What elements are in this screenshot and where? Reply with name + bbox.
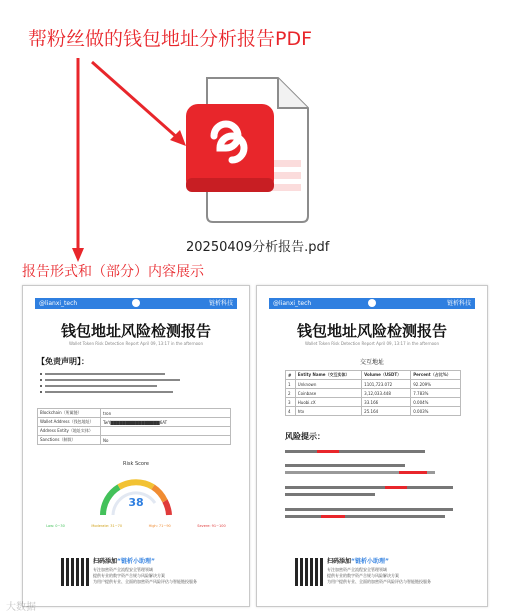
gauge-legend: Low: 0~30 Moderate: 31~70 High: 71~90 Severe: 91~100 xyxy=(46,524,226,528)
table-row: 3 Huobi.cX 33.166 0.004% xyxy=(286,398,461,407)
table-row: 4 htx 25.164 0.003% xyxy=(286,407,461,416)
section-caption: 报告形式和（部分）内容展示 xyxy=(22,264,204,280)
report-subtitle: Wallet Token Risk Detection Report April 09, 13:17 in the afternoon xyxy=(304,341,440,346)
page-banner xyxy=(269,298,475,309)
table-row: 2 Coinbase 3,12,033.448 7.783% xyxy=(286,389,461,398)
footer-lines: 专注加密资产全流程安全管理领域 提供专业的数字资产合规与风险解决方案 为用户提供专业、全面的加密资产风险评估与智能链投服务 xyxy=(327,567,431,584)
footer-lines: 专注加密资产全流程安全管理领域 提供专业的数字资产合规与风险解决方案 为用户提供专业、全面的加密资产风险评估与智能链投服务 xyxy=(93,567,197,584)
footer-heading: 扫码添加“链析小助理” xyxy=(327,558,389,565)
arrow-down-icon xyxy=(72,58,84,262)
file-name[interactable]: 20250409分析报告.pdf xyxy=(186,240,330,255)
banner-handle: @lianxi_tech xyxy=(39,300,78,307)
arrow-to-file-icon xyxy=(92,62,186,146)
banner-handle: @lianxi_tech xyxy=(273,300,312,307)
qr-code-icon xyxy=(61,558,89,586)
info-table: Blockchain（所属链） tron Wallet Address（钱包地址） TwY▇▇▇▇▇▇▇▇▇▇▇▇▇▇▇▇6AT Address Entity（地址实体） Sanctions（制裁） No xyxy=(37,408,231,445)
banner-brand: 链析科技 xyxy=(208,300,233,307)
logo-icon xyxy=(132,299,140,307)
page-banner xyxy=(35,298,237,309)
table-title: 交互地址 xyxy=(359,359,384,366)
disclaimer-heading: 【免责声明】： xyxy=(37,357,89,366)
qr-code-icon xyxy=(295,558,323,586)
report-page-1 xyxy=(22,285,250,607)
report-page-2 xyxy=(256,285,488,607)
report-title: 钱包地址风险检测报告 xyxy=(60,322,211,340)
table-row: 1 Unknown 1101,723.072 92.209% xyxy=(286,380,461,389)
interaction-table: # Entity Name（交互实体） Volume（USDT） Percent（占比%） 1 Unknown 1101,723.072 92.209% 2 Coinbase 3,12,033.448 7.783% 3 Huobi.cX 33.166 0.004% 4 htx 25.164 0.003% xyxy=(285,370,461,416)
headline: 帮粉丝做的钱包地址分析报告PDF xyxy=(28,28,313,50)
footer-heading: 扫码添加“链析小助理” xyxy=(93,558,155,565)
watermark: 大数据 xyxy=(6,602,36,613)
report-title: 钱包地址风险检测报告 xyxy=(296,322,447,340)
risk-score: 38 xyxy=(128,496,144,509)
risk-lines xyxy=(285,448,461,548)
gauge-title: Risk Score xyxy=(123,461,149,467)
report-subtitle: Wallet Token Risk Detection Report April 09, 13:17 in the afternoon xyxy=(68,341,204,346)
banner-brand: 链析科技 xyxy=(446,300,471,307)
logo-icon xyxy=(368,299,376,307)
pdf-file-icon[interactable] xyxy=(180,74,330,224)
disclaimer-lines xyxy=(39,371,199,401)
risk-heading: 风险提示： xyxy=(285,432,325,441)
